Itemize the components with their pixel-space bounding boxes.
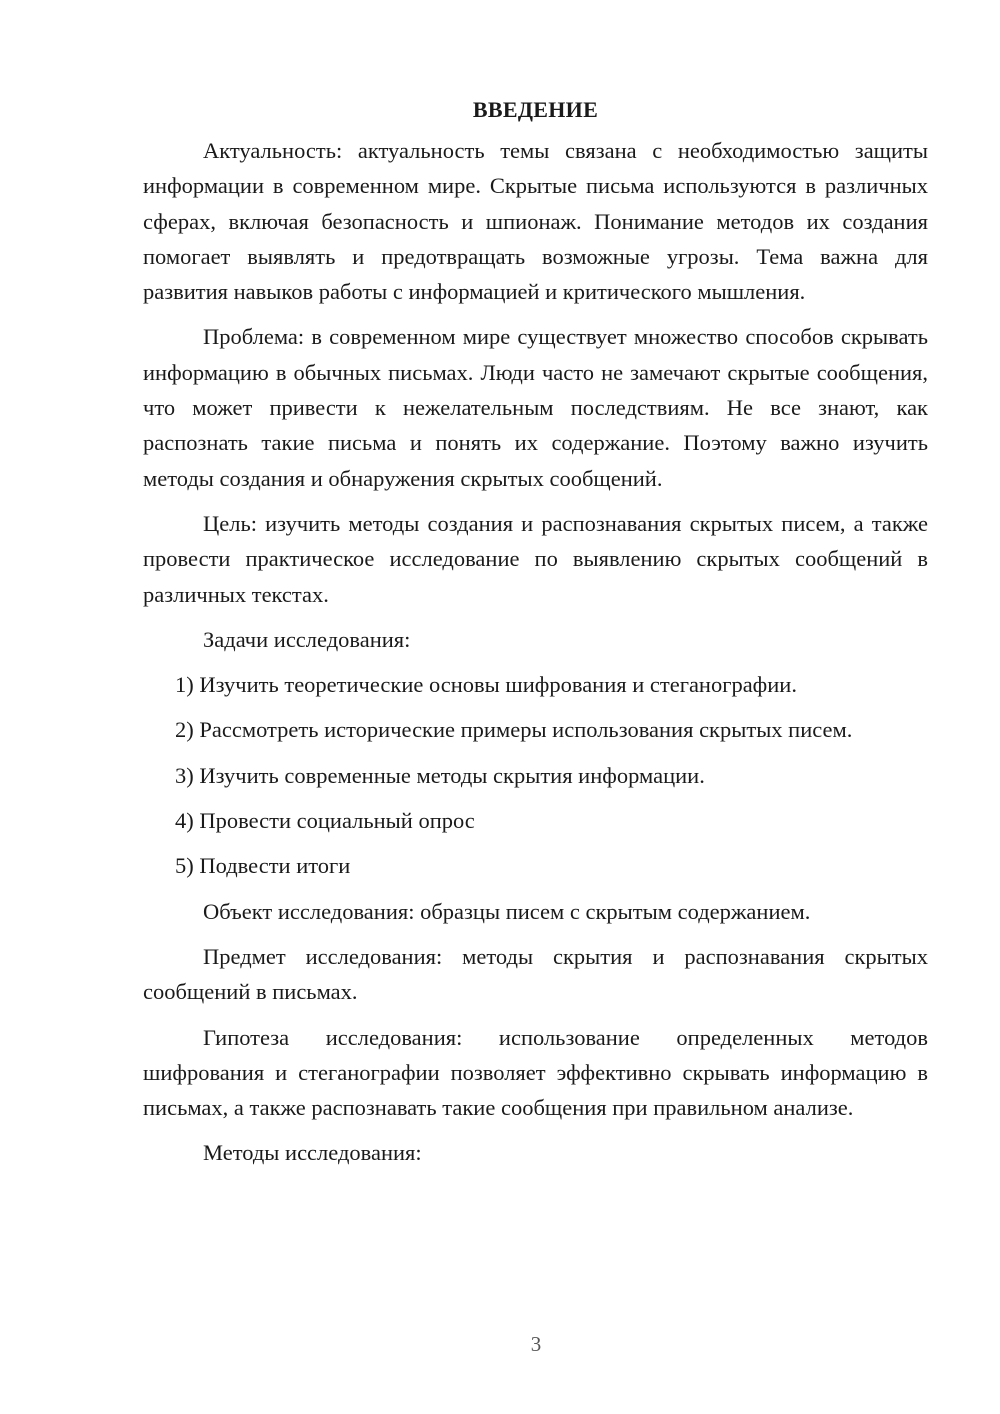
page-number: 3 — [530, 1332, 542, 1356]
tasks-title: Задачи исследования: — [203, 626, 411, 652]
subject-paragraph: Предмет исследования: методы скрытия и распознавания скрытых сообщений в письмах. — [143, 943, 928, 1005]
tasks-list — [143, 667, 928, 883]
problem-paragraph: Проблема: в современном мире существует множество способов скрывать информацию в обычных письмах. Люди часто не замечают скрытые сообщения, что может привести к нежелательным последствиям. Не все знают, как распознать такие письма и понять их содержание. Поэтому важно изучить методы создания и обнаружения скрытых сообщений. — [143, 324, 928, 491]
list-item: 4) Провести социальный опрос — [175, 808, 475, 834]
list-item: 5) Подвести итоги — [175, 853, 351, 879]
page-content — [143, 92, 928, 1181]
goal-paragraph: Цель: изучить методы создания и распознавания скрытых писем, а также провести практическое исследование по выявлению скрытых сообщений в различных текстах. — [143, 510, 928, 607]
relevance-paragraph: Актуальность: актуальность темы связана с необходимостью защиты информации в современном мире. Скрытые письма используются в различных сферах, включая безопасность и шпионаж. Понимание методов их создания помогает выявлять и предотвращать возможные угрозы. Тема важна для развития навыков работы с информацией и критического мышления. — [143, 138, 928, 305]
list-item: 2) Рассмотреть исторические примеры использования скрытых писем. — [175, 717, 853, 743]
methods-title: Методы исследования: — [203, 1140, 422, 1166]
object-paragraph: Объект исследования: образцы писем с скрытым содержанием. — [203, 898, 811, 924]
hypothesis-paragraph: Гипотеза исследования: использование определенных методов шифрования и стеганографии позволяет эффективно скрывать информацию в письмах, а также распознавать такие сообщения при правильном анализе. — [143, 1024, 928, 1121]
list-item: 1) Изучить теоретические основы шифрования и стеганографии. — [175, 672, 797, 698]
page-title: ВВЕДЕНИЕ — [472, 97, 599, 122]
list-item: 3) Изучить современные методы скрытия информации. — [175, 762, 705, 788]
